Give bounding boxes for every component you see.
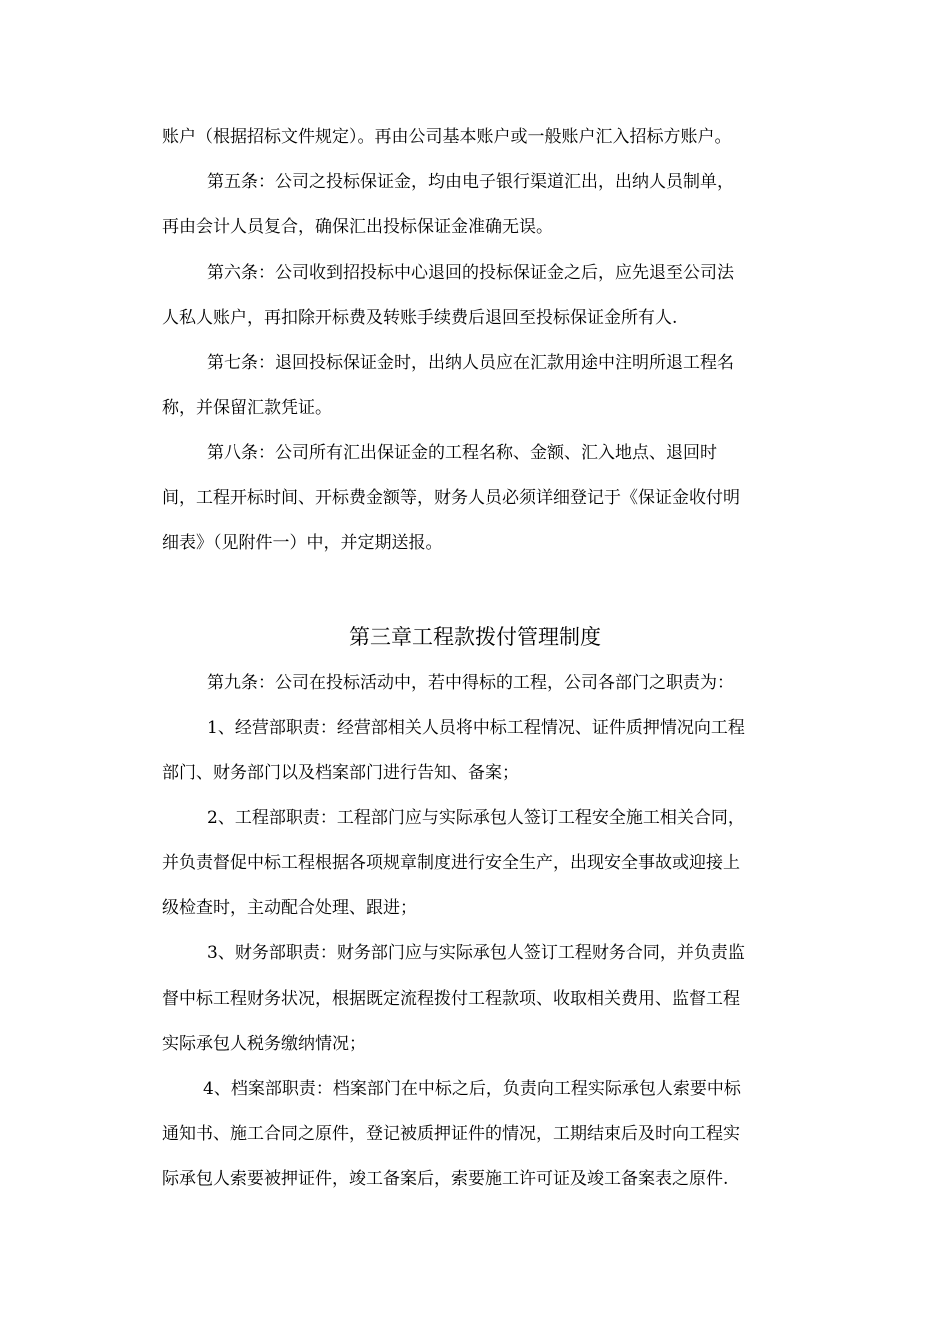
item-2-line-3: 级检查时，主动配合处理、跟进； [162,898,417,918]
item-4-line-2: 通知书、施工合同之原件，登记被质押证件的情况，工期结束后及时向工程实 [162,1124,740,1144]
article-8-line-3: 细表》（见附件一）中，并定期送报。 [162,533,443,553]
article-5-line-2: 再由会计人员复合，确保汇出投标保证金准确无误。 [162,217,553,237]
article-5-line-1: 第五条：公司之投标保证金，均由电子银行渠道汇出，出纳人员制单， [207,172,734,192]
paragraph-line: 账户（根据招标文件规定）。再由公司基本账户或一般账户汇入招标方账户。 [162,127,732,147]
item-4-line-3: 际承包人索要被押证件，竣工备案后，索要施工许可证及竣工备案表之原件. [162,1169,729,1189]
item-3-line-2: 督中标工程财务状况，根据既定流程拨付工程款项、收取相关费用、监督工程 [162,989,740,1009]
item-2-line-1: 2、工程部职责：工程部门应与实际承包人签订工程安全施工相关合同， [207,808,745,828]
item-3-line-3: 实际承包人税务缴纳情况； [162,1034,366,1054]
chapter-heading: 第三章工程款拨付管理制度 [349,625,601,649]
article-7-line-2: 称，并保留汇款凭证。 [162,398,332,418]
article-9-line-1: 第九条：公司在投标活动中，若中得标的工程，公司各部门之职责为： [207,673,734,693]
article-6-line-2: 人私人账户，再扣除开标费及转账手续费后退回至投标保证金所有人. [162,308,678,328]
article-7-line-1: 第七条：退回投标保证金时，出纳人员应在汇款用途中注明所退工程名 [207,353,734,373]
article-8-line-1: 第八条：公司所有汇出保证金的工程名称、金额、汇入地点、退回时 [207,443,717,463]
item-4-line-1: 4、档案部职责：档案部门在中标之后，负责向工程实际承包人索要中标 [203,1079,741,1099]
item-3-line-1: 3、财务部职责：财务部门应与实际承包人签订工程财务合同，并负责监 [207,943,745,963]
article-8-line-2: 间，工程开标时间、开标费金额等，财务人员必须详细登记于《保证金收付明 [162,488,740,508]
article-6-line-1: 第六条：公司收到招投标中心退回的投标保证金之后，应先退至公司法 [207,263,734,283]
item-2-line-2: 并负责督促中标工程根据各项规章制度进行安全生产，出现安全事故或迎接上 [162,853,740,873]
item-1-line-2: 部门、财务部门以及档案部门进行告知、备案； [162,763,519,783]
item-1-line-1: 1、经营部职责：经营部相关人员将中标工程情况、证件质押情况向工程 [207,718,745,738]
